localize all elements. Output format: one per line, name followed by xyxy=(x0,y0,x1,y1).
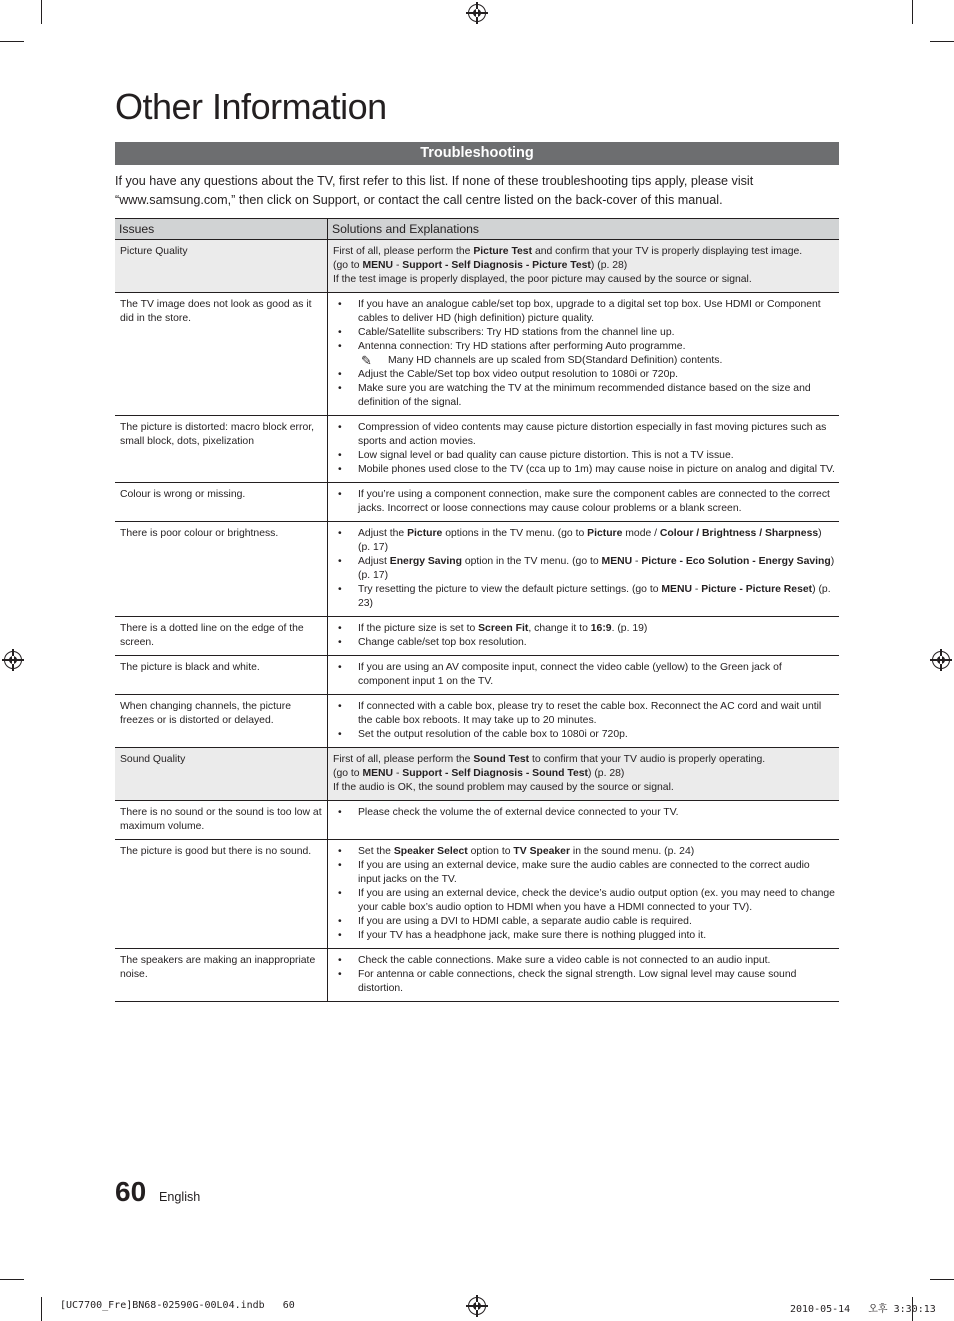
text-run: (go to xyxy=(333,260,363,271)
bold-term: Picture - Picture Reset xyxy=(701,584,813,595)
section-heading: Troubleshooting xyxy=(115,142,839,165)
issue-cell: The picture is distorted: macro block error, small block, dots, pixelization xyxy=(115,416,328,483)
solution-bullets xyxy=(333,298,835,410)
solution-line xyxy=(333,781,835,795)
issue-cell: There is no sound or the sound is too low at maximum volume. xyxy=(115,801,328,840)
text-run: Low signal level or bad quality can cause picture distortion. This is not a TV issue. xyxy=(358,450,734,461)
list-item xyxy=(333,622,835,636)
text-run: First of all, please perform the xyxy=(333,246,474,257)
text-run: Antenna connection: Try HD stations after performing Auto programme. xyxy=(358,341,686,352)
list-item xyxy=(333,368,835,382)
text-run: and confirm that your TV is properly displaying test image. xyxy=(532,246,803,257)
text-run: If you are using an AV composite input, connect the video cable (yellow) to the Green jack of component input 1 on the TV. xyxy=(358,662,782,687)
solution-line xyxy=(333,259,835,273)
bold-term: Speaker Select xyxy=(393,846,468,857)
list-item xyxy=(333,954,835,968)
bold-term: TV Speaker xyxy=(513,846,571,857)
text-run: Try resetting the picture to view the default picture settings. (go to xyxy=(358,584,662,595)
crop-mark xyxy=(0,1279,24,1280)
table-row xyxy=(115,801,839,840)
solution-cell xyxy=(328,240,840,293)
list-item xyxy=(333,488,835,516)
solution-line xyxy=(333,245,835,259)
solution-bullets xyxy=(333,700,835,742)
solution-bullets xyxy=(333,845,835,943)
solution-bullets xyxy=(333,954,835,996)
text-run: Please check the volume the of external device connected to your TV. xyxy=(358,807,679,818)
solution-bullets xyxy=(333,527,835,611)
list-item xyxy=(333,859,835,887)
text-run: Adjust the Cable/Set top box video output resolution to 1080i or 720p. xyxy=(358,369,679,380)
troubleshooting-table xyxy=(115,218,839,1002)
text-run: ) (p. 28) xyxy=(590,260,628,271)
text-run: . (p. 19) xyxy=(611,623,648,634)
bold-term: Support - Self Diagnosis - Sound Test xyxy=(402,768,588,779)
table-header-row xyxy=(115,219,839,240)
crop-mark xyxy=(930,1279,954,1280)
bold-term: MENU xyxy=(362,768,394,779)
bold-term: Picture xyxy=(587,528,623,539)
list-item xyxy=(333,636,835,650)
list-item xyxy=(333,583,835,611)
text-run: Adjust the xyxy=(358,528,408,539)
text-run: mode / xyxy=(622,528,660,539)
text-run: Compression of video contents may cause picture distortion especially in fast moving pictures such as sports and action movies. xyxy=(358,422,827,447)
list-item xyxy=(333,354,835,368)
text-run: Set the xyxy=(358,846,394,857)
issue-cell: There is poor colour or brightness. xyxy=(115,522,328,617)
issue-cell: Picture Quality xyxy=(115,240,328,293)
footer-date: 2010-05-14 오후 3:30:13 xyxy=(790,1304,936,1315)
text-run: If you have an analogue cable/set top box, upgrade to a digital set top box. Use HDMI or Component cables to deliver HD (high definition) picture quality. xyxy=(358,299,821,324)
text-run: Mobile phones used close to the TV (cca up to 1m) may cause noise in picture on analog and digital TV. xyxy=(358,464,835,475)
text-run: For antenna or cable connections, check the signal strength. Low signal level may cause sound distortion. xyxy=(358,969,797,994)
issue-cell: The picture is black and white. xyxy=(115,656,328,695)
note-text: Many HD channels are up scaled from SD(Standard Definition) contents. xyxy=(388,355,723,366)
solution-cell xyxy=(328,416,840,483)
text-run: Make sure you are watching the TV at the minimum recommended distance based on the size and definition of the signal. xyxy=(358,383,811,408)
crop-mark xyxy=(41,1297,42,1321)
registration-mark-icon xyxy=(932,651,950,669)
list-item xyxy=(333,298,835,326)
text-run: If you are using an external device, make sure the audio cables are connected to the correct audio input jacks on the TV. xyxy=(358,860,810,885)
text-run: options in the TV menu. (go to xyxy=(442,528,588,539)
text-run: - xyxy=(632,556,642,567)
text-run: First of all, please perform the xyxy=(333,754,474,765)
table-row xyxy=(115,840,839,949)
text-run: If the test image is properly displayed, the poor picture may caused by the source or signal. xyxy=(333,274,752,285)
issue-cell: The picture is good but there is no sound. xyxy=(115,840,328,949)
page-language: English xyxy=(159,1190,201,1204)
bold-term: MENU xyxy=(661,584,692,595)
text-run: If you are using a DVI to HDMI cable, a separate audio cable is required. xyxy=(358,916,692,927)
text-run: If the audio is OK, the sound problem may caused by the source or signal. xyxy=(333,782,674,793)
solution-cell xyxy=(328,695,840,748)
bold-term: 16:9 xyxy=(590,623,612,634)
list-item xyxy=(333,968,835,996)
solution-cell xyxy=(328,801,840,840)
solution-line xyxy=(333,753,835,767)
list-item xyxy=(333,887,835,915)
pencil-note-icon: ✎ xyxy=(361,353,372,368)
solution-line xyxy=(333,273,835,287)
list-item xyxy=(333,806,835,820)
bold-term: MENU xyxy=(601,556,633,567)
issue-cell: The speakers are making an inappropriate noise. xyxy=(115,949,328,1002)
solution-cell xyxy=(328,748,840,801)
text-run: to confirm that your TV audio is properly operating. xyxy=(529,754,766,765)
table-row xyxy=(115,483,839,522)
solution-bullets xyxy=(333,421,835,477)
solution-cell xyxy=(328,949,840,1002)
text-run: If connected with a cable box, please try to reset the cable box. Reconnect the AC cord and wait until the cable box reboots. It may take up to 20 minutes. xyxy=(358,701,822,726)
text-run: ) (p. 28) xyxy=(587,768,625,779)
list-item xyxy=(333,382,835,410)
text-run: Cable/Satellite subscribers: Try HD stations from the channel line up. xyxy=(358,327,675,338)
issue-cell: The TV image does not look as good as it did in the store. xyxy=(115,293,328,416)
text-run: , change it to xyxy=(528,623,591,634)
solution-bullets xyxy=(333,806,835,820)
text-run: (go to xyxy=(333,768,363,779)
page-number: 60 xyxy=(115,1176,147,1207)
solution-bullets xyxy=(333,622,835,650)
intro-paragraph: If you have any questions about the TV, first refer to this list. If none of these troubleshooting tips apply, please visit “www.samsung.com,” then click on Support, or contact the call centre listed on the back-cover of this manual. xyxy=(115,174,754,207)
bold-term: Picture xyxy=(407,528,443,539)
bold-term: Picture - Eco Solution - Energy Saving xyxy=(641,556,831,567)
crop-mark xyxy=(41,0,42,24)
text-run: - xyxy=(393,768,403,779)
bold-term: Energy Saving xyxy=(389,556,462,567)
table-row xyxy=(115,748,839,801)
registration-mark-icon xyxy=(468,4,486,22)
footer-file-info: [UC7700_Fre]BN68-02590G-00L04.indb 60 xyxy=(60,1300,295,1311)
bold-term: Support - Self Diagnosis - Picture Test xyxy=(402,260,591,271)
column-header-issues: Issues xyxy=(115,219,328,240)
text-run: ) (p. 17) xyxy=(358,528,822,553)
list-item xyxy=(333,340,835,354)
text-run: If you’re using a component connection, make sure the component cables are connected to the correct jacks. Incorrect or loose connections may cause colour problems or a blank screen. xyxy=(358,489,830,514)
list-item xyxy=(333,728,835,742)
table-row xyxy=(115,617,839,656)
table-row xyxy=(115,949,839,1002)
table-row xyxy=(115,695,839,748)
registration-mark-icon xyxy=(468,1297,486,1315)
text-run: option in the TV menu. (go to xyxy=(461,556,602,567)
column-header-solutions: Solutions and Explanations xyxy=(328,219,840,240)
solution-bullets xyxy=(333,661,835,689)
table-row xyxy=(115,293,839,416)
list-item xyxy=(333,929,835,943)
list-item xyxy=(333,449,835,463)
text-run: ) (p. 23) xyxy=(358,584,831,609)
registration-mark-icon xyxy=(4,651,22,669)
table-row xyxy=(115,522,839,617)
text-run: If you are using an external device, check the device’s audio output option (ex. you may need to change your cable box’s audio option to HDMI when you have a HDMI connected to your TV). xyxy=(358,888,835,913)
list-item xyxy=(333,421,835,449)
text-run: If the picture size is set to xyxy=(358,623,479,634)
table-row xyxy=(115,240,839,293)
page-title: Other Information xyxy=(115,86,387,127)
list-item xyxy=(333,915,835,929)
solution-cell xyxy=(328,840,840,949)
bold-term: Sound Test xyxy=(473,754,530,765)
solution-cell xyxy=(328,656,840,695)
table-row xyxy=(115,416,839,483)
list-item xyxy=(333,700,835,728)
crop-mark xyxy=(912,0,913,24)
table-row xyxy=(115,656,839,695)
text-run: Check the cable connections. Make sure a video cable is not connected to an audio input. xyxy=(358,955,771,966)
crop-mark xyxy=(0,41,24,42)
solution-cell xyxy=(328,522,840,617)
solution-cell xyxy=(328,617,840,656)
list-item xyxy=(333,661,835,689)
issue-cell: There is a dotted line on the edge of the screen. xyxy=(115,617,328,656)
solution-cell xyxy=(328,293,840,416)
list-item xyxy=(333,326,835,340)
bold-term: Screen Fit xyxy=(478,623,529,634)
text-run: Set the output resolution of the cable box to 1080i or 720p. xyxy=(358,729,628,740)
solution-bullets xyxy=(333,488,835,516)
text-run: Adjust xyxy=(358,556,390,567)
bold-term: Colour / Brightness / Sharpness xyxy=(659,528,819,539)
issue-cell: When changing channels, the picture freezes or is distorted or delayed. xyxy=(115,695,328,748)
list-item xyxy=(333,845,835,859)
issue-cell: Colour is wrong or missing. xyxy=(115,483,328,522)
text-run: ) (p. 17) xyxy=(358,556,835,581)
bold-term: Picture Test xyxy=(473,246,533,257)
text-run: option to xyxy=(467,846,514,857)
text-run: - xyxy=(393,260,403,271)
issue-cell: Sound Quality xyxy=(115,748,328,801)
solution-line xyxy=(333,767,835,781)
bold-term: MENU xyxy=(362,260,394,271)
text-run: If your TV has a headphone jack, make sure there is nothing plugged into it. xyxy=(358,930,707,941)
list-item xyxy=(333,527,835,555)
list-item xyxy=(333,463,835,477)
text-run: Change cable/set top box resolution. xyxy=(358,637,527,648)
crop-mark xyxy=(930,41,954,42)
list-item xyxy=(333,555,835,583)
text-run: in the sound menu. (p. 24) xyxy=(570,846,695,857)
solution-cell xyxy=(328,483,840,522)
text-run: - xyxy=(692,584,702,595)
